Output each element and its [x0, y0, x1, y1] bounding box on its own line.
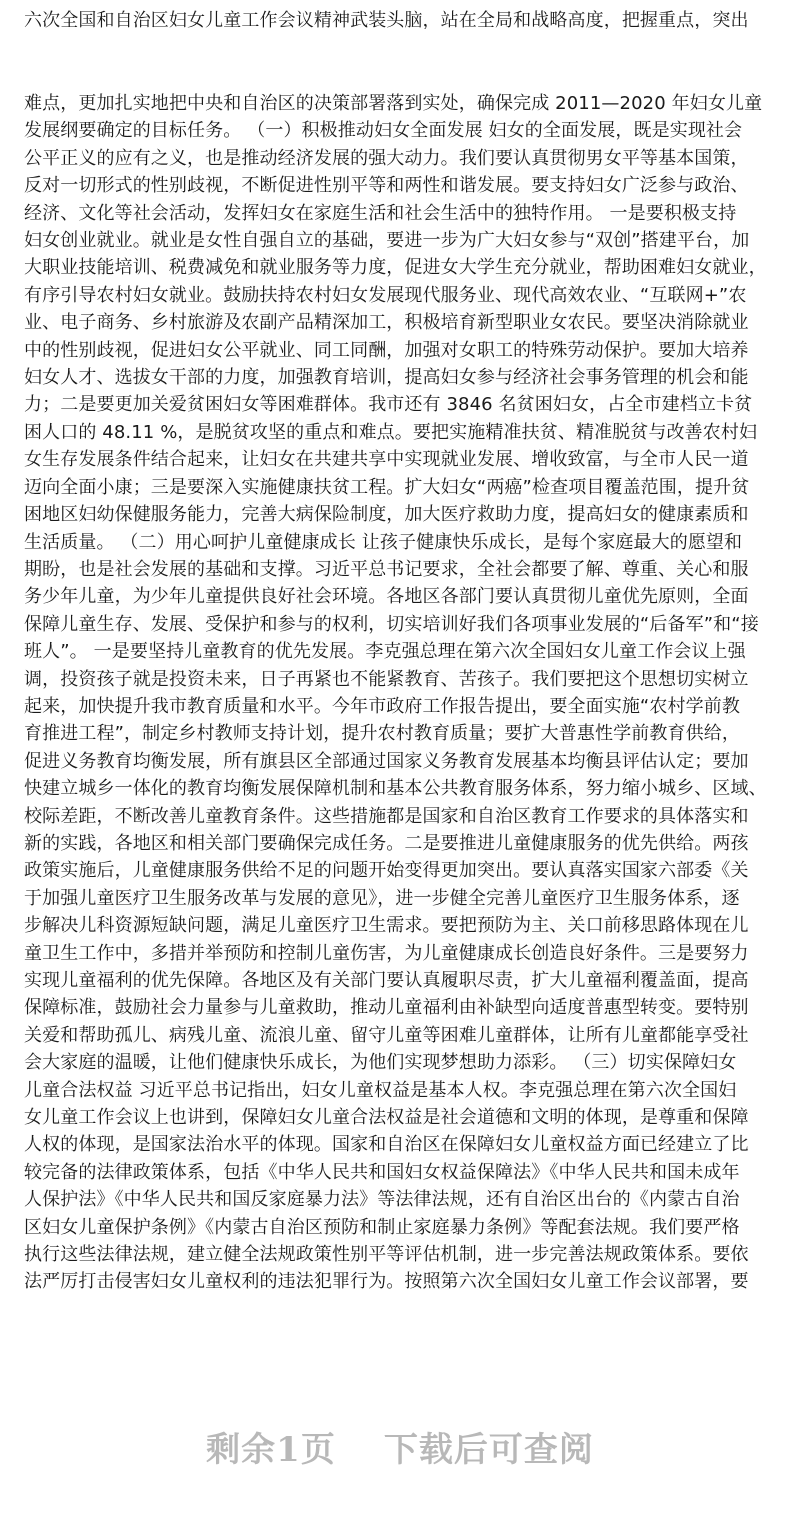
text-line: 班人”。 一是要坚持儿童教育的优先发展。李克强总理在第六次全国妇女儿童工作会议上强 [24, 641, 746, 663]
text-line: 人保护法》《中华人民共和国反家庭暴力法》等法律法规，还有自治区出台的《内蒙古自治 [24, 1189, 740, 1211]
text-line: 六次全国和自治区妇女儿童工作会议精神武装头脑，站在全局和战略高度，把握重点，突出 [24, 10, 749, 29]
text-line: 发展纲要确定的目标任务。 （一）积极推动妇女全面发展 妇女的全面发展，既是实现社会 [24, 120, 743, 142]
text-line: 区妇女儿童保护条例》《内蒙古自治区预防和制止家庭暴力条例》等配套法规。我们要严格 [24, 1216, 740, 1238]
text-line: 妇女人才、选拔女干部的力度，加强教育培训，提高妇女参与经济社会事务管理的机会和能 [24, 367, 749, 389]
text-line: 保障标准，鼓励社会力量参与儿童救助，推动儿童福利由补缺型向适度普惠型转变。要特别 [24, 997, 749, 1019]
text-line: 政策实施后，儿童健康服务供给不足的问题开始变得更加突出。要认真落实国家六部委《关 [24, 860, 749, 882]
text-line: 校际差距，不断改善儿童教育条件。这些措施都是国家和自治区教育工作要求的具体落实和 [24, 805, 749, 827]
text-line: 快建立城乡一体化的教育均衡发展保障机制和基本公共教育服务体系，努力缩小城乡、区域、 [24, 778, 767, 800]
text-line: 反对一切形式的性别歧视，不断促进性别平等和两性和谐发展。要支持妇女广泛参与政治、 [24, 175, 749, 197]
text-line: 务少年儿童，为少年儿童提供良好社会环境。各地区各部门要认真贯彻儿童优先原则，全面 [24, 586, 749, 608]
text-line: 步解决儿科资源短缺问题，满足儿童医疗卫生需求。要把预防为主、关口前移思路体现在儿 [24, 915, 749, 937]
text-line: 迈向全面小康；三是要深入实施健康扶贫工程。扩大妇女“两癌”检查项目覆盖范围，提升贫 [24, 476, 750, 498]
text-line: 人权的体现，是国家法治水平的体现。国家和自治区在保障妇女儿童权益方面已经建立了比 [24, 1134, 749, 1156]
text-line: 中的性别歧视，促进妇女公平就业、同工同酬，加强对女职工的特殊劳动保护。要加大培养 [24, 339, 749, 361]
text-line: 困人口的 48.11 %，是脱贫攻坚的重点和难点。要把实施精准扶贫、精准脱贫与改善农村妇 [24, 421, 758, 443]
text-line: 促进义务教育均衡发展，所有旗县区全部通过国家义务教育发展基本均衡县评估认定；要加 [24, 750, 749, 772]
text-line: 难点，更加扎实地把中央和自治区的决策部署落到实处，确保完成 2011—2020 年妇女儿童 [24, 93, 763, 114]
text-line: 会大家庭的温暖，让他们健康快乐成长，为他们实现梦想助力添彩。 （三）切实保障妇女 [24, 1052, 737, 1074]
text-line: 于加强儿童医疗卫生服务改革与发展的意见》，进一步健全完善儿童医疗卫生服务体系，逐 [24, 887, 740, 909]
text-line: 调，投资孩子就是投资未来，日子再紧也不能紧教育、苦孩子。我们要把这个思想切实树立 [24, 668, 749, 690]
text-line: 期盼，也是社会发展的基础和支撑。习近平总书记要求，全社会都要了解、尊重、关心和服 [24, 558, 749, 580]
document-body [0, 90, 800, 1296]
text-line: 实现儿童福利的优先保障。各地区及有关部门要认真履职尽责，扩大儿童福利覆盖面，提高 [24, 970, 749, 991]
download-prompt[interactable] [0, 1422, 800, 1471]
text-line: 生活质量。 （二）用心呵护儿童健康成长 让孩子健康快乐成长，是每个家庭最大的愿望和 [24, 531, 743, 553]
text-line: 执行这些法律法规，建立健全法规政策性别平等评估机制，进一步完善法规政策体系。要依 [24, 1244, 749, 1266]
text-line: 保障儿童生存、发展、受保护和参与的权利，切实培训好我们各项事业发展的“后备军”和“接 [24, 613, 759, 635]
text-line: 法严厉打击侵害妇女儿童权利的违法犯罪行为。按照第六次全国妇女儿童工作会议部署，要 [24, 1271, 749, 1293]
text-line: 力；二是要更加关爱贫困妇女等困难群体。我市还有 3846 名贫困妇女，占全市建档立卡贫 [24, 394, 753, 416]
top-partial-text [0, 0, 800, 29]
text-line: 妇女创业就业。就业是女性自强自立的基础，要进一步为广大妇女参与“双创”搭建平台，加 [24, 230, 750, 252]
text-line: 儿童合法权益 习近平总书记指出，妇女儿童权益是基本人权。李克强总理在第六次全国妇 [24, 1079, 737, 1101]
text-line: 较完备的法律政策体系，包括《中华人民共和国妇女权益保障法》《中华人民共和国未成年 [24, 1161, 740, 1183]
download-hint-label: 下载后可查阅 [383, 1430, 594, 1470]
text-line: 起来，加快提升我市教育质量和水平。今年市政府工作报告提出，要全面实施“农村学前教 [24, 695, 740, 717]
text-line: 关爱和帮助孤儿、病残儿童、流浪儿童、留守儿童等困难儿童群体，让所有儿童都能享受社 [24, 1024, 749, 1046]
text-line: 育推进工程”，制定乡村教师支持计划，提升农村教育质量；要扩大普惠性学前教育供给， [24, 723, 740, 745]
text-line: 新的实践，各地区和相关部门要确保完成任务。二是要推进儿童健康服务的优先供给。两孩 [24, 832, 749, 854]
text-line: 女儿童工作会议上也讲到，保障妇女儿童合法权益是社会道德和文明的体现，是尊重和保障 [24, 1107, 749, 1129]
remaining-pages-label: 剩余1页 [206, 1430, 336, 1470]
text-line [0, 0, 800, 7]
text-line: 大职业技能培训、税费减免和就业服务等力度，促进女大学生充分就业，帮助困难妇女就业， [24, 257, 767, 279]
text-line: 有序引导农村妇女就业。鼓励扶持农村妇女发展现代服务业、现代高效农业、“互联网+”农 [24, 284, 747, 306]
text-line: 业、电子商务、乡村旅游及农副产品精深加工，积极培育新型职业女农民。要坚决消除就业 [24, 312, 749, 334]
text-line: 女生存发展条件结合起来，让妇女在共建共享中实现就业发展、增收致富，与全市人民一道 [24, 449, 749, 471]
text-line: 困地区妇幼保健服务能力，完善大病保险制度，加大医疗救助力度，提高妇女的健康素质和 [24, 504, 749, 526]
text-line: 童卫生工作中，多措并举预防和控制儿童伤害，为儿童健康成长创造良好条件。三是要努力 [24, 942, 749, 964]
text-line: 经济、文化等社会活动，发挥妇女在家庭生活和社会生活中的独特作用。 一是要积极支持 [24, 202, 737, 224]
text-line: 公平正义的应有之义，也是推动经济发展的强大动力。我们要认真贯彻男女平等基本国策， [24, 147, 749, 169]
